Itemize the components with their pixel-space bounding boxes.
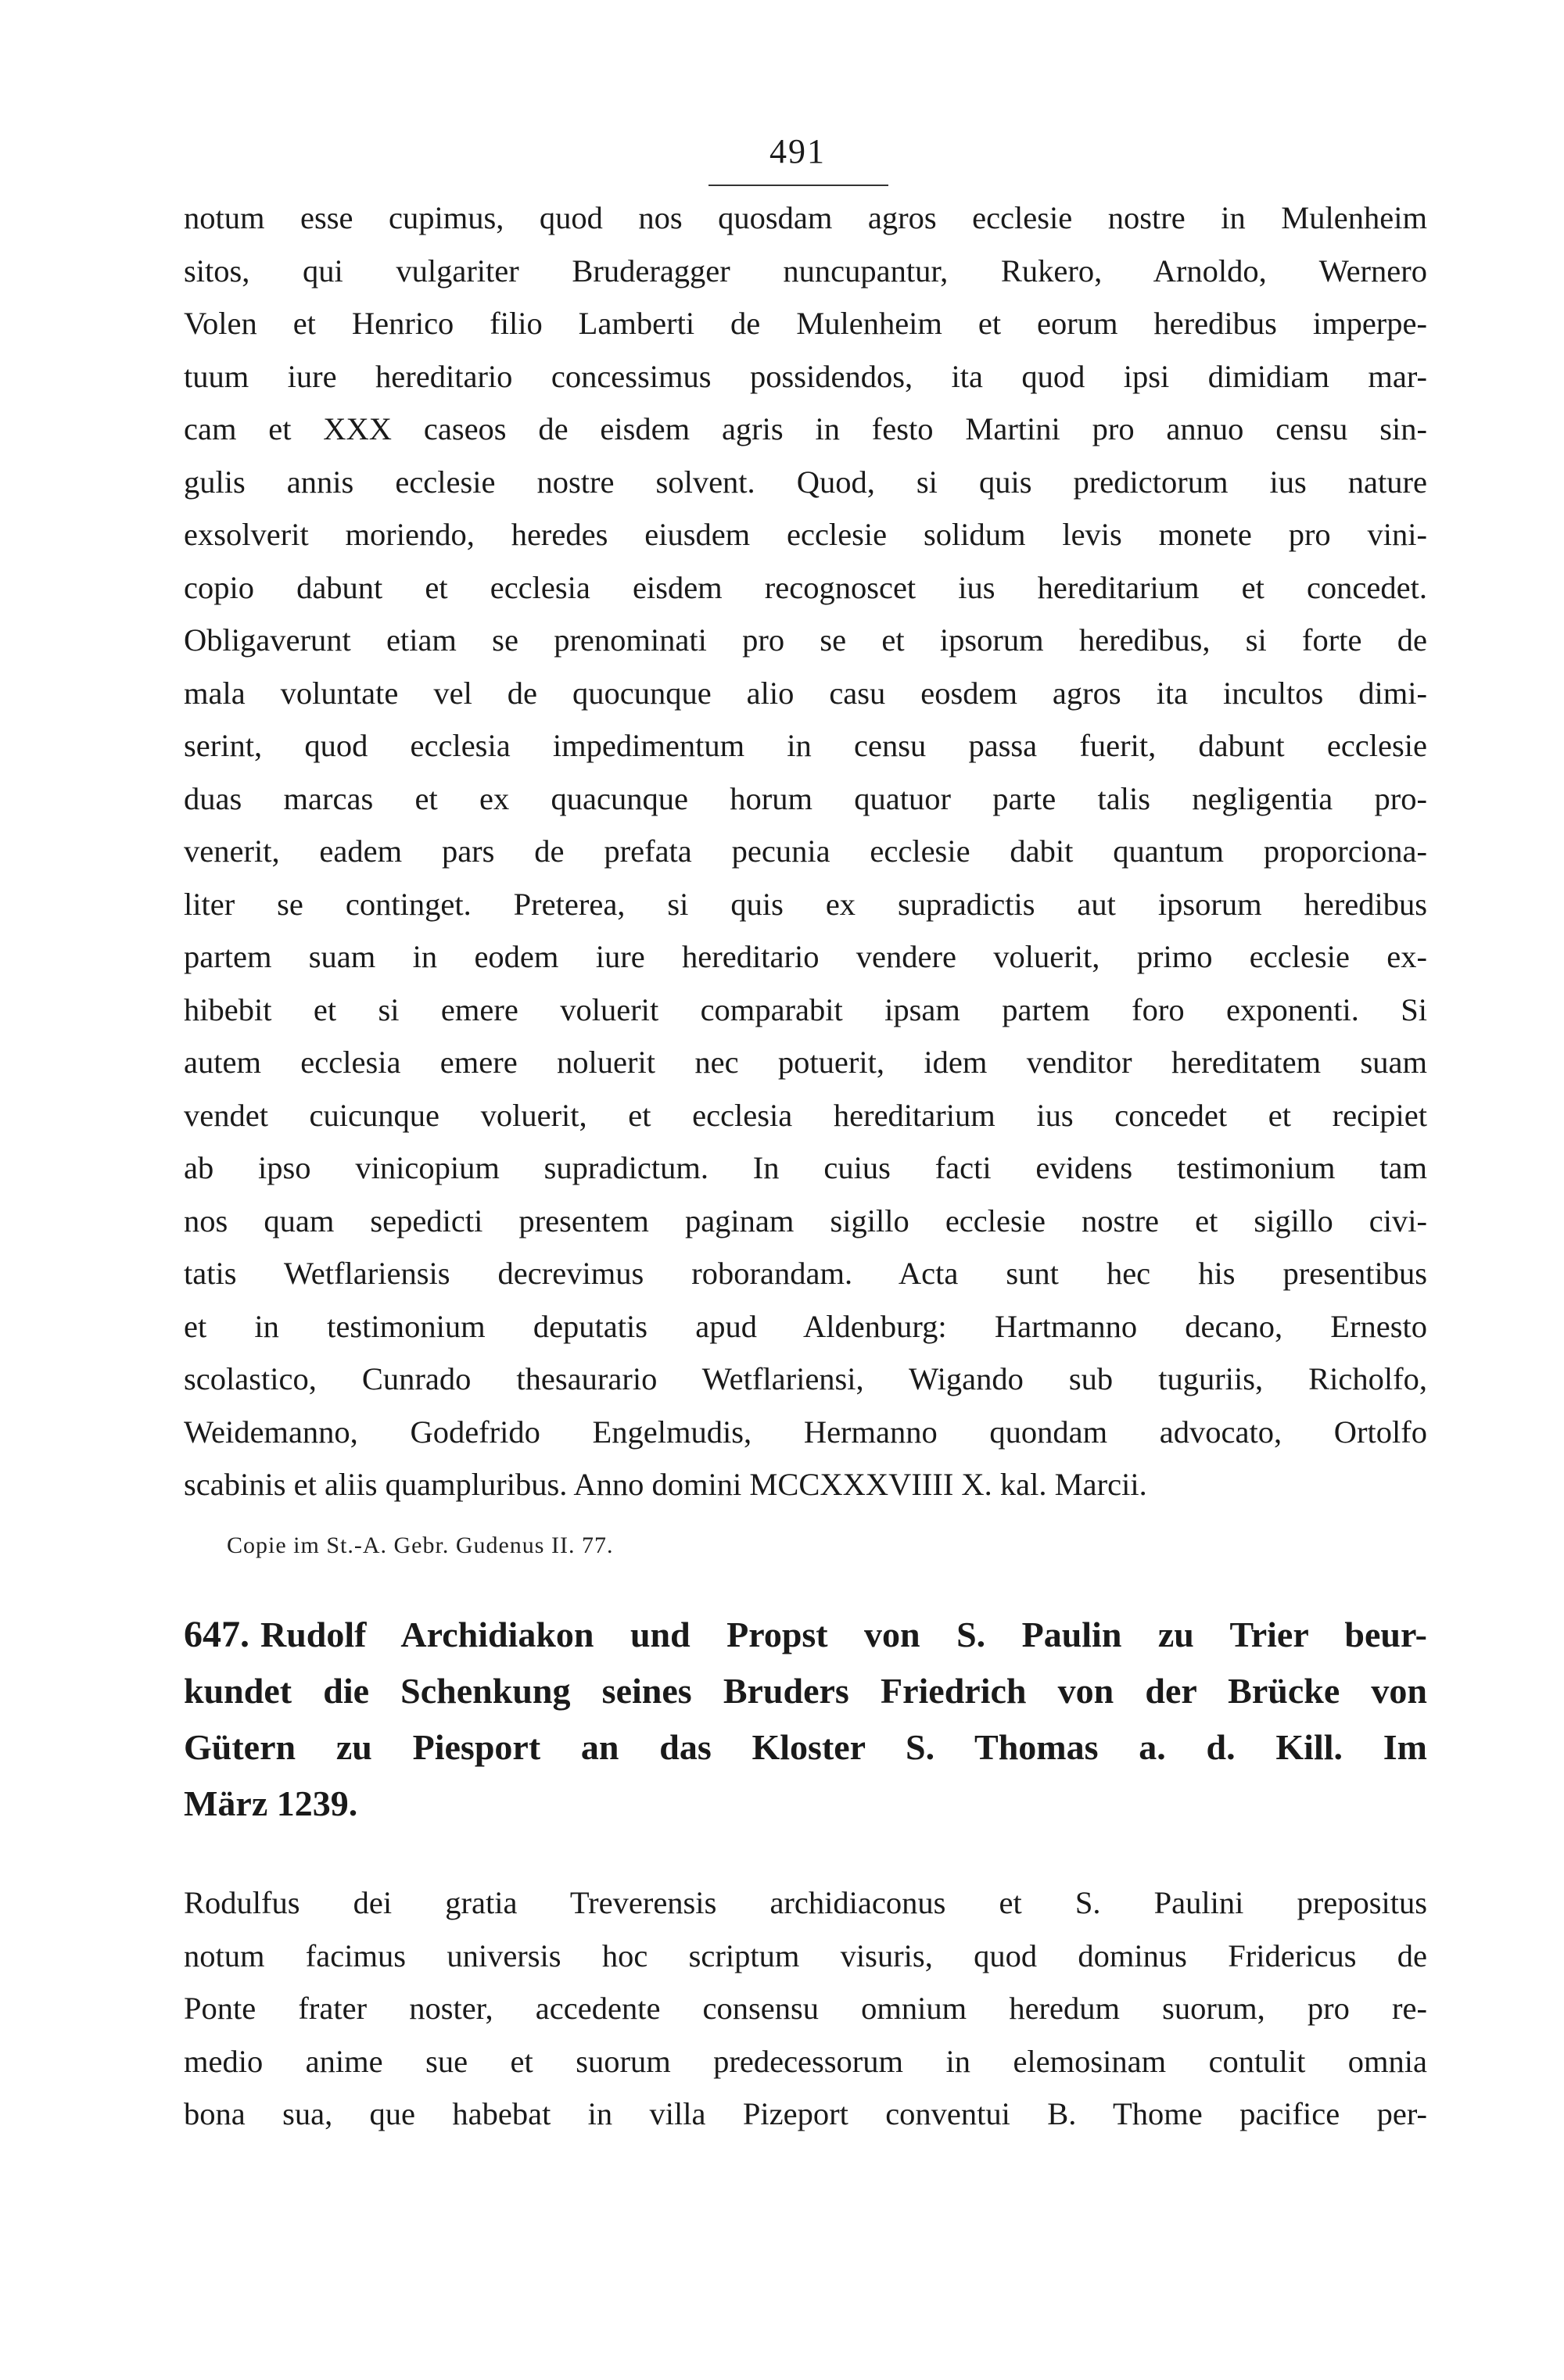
text-line: Weidemanno, Godefrido Engelmudis, Hermanno quondam advocato, Ortolfo [184, 1414, 1427, 1450]
heading-line: Gütern zu Piesport an das Kloster S. Thomas a. d. Kill. Im [184, 1727, 1427, 1767]
text-line: liter se continget. Preterea, si quis ex supradictis aut ipsorum heredibus [184, 886, 1427, 922]
text-line: scolastico, Cunrado thesaurario Wetflariensi, Wigando sub tuguriis, Richolfo, [184, 1361, 1427, 1396]
text-line: cam et XXX caseos de eisdem agris in festo Martini pro annuo censu sin- [184, 411, 1427, 446]
text-line: Obligaverunt etiam se prenominati pro se et ipsorum heredibus, si forte de [184, 622, 1427, 658]
text-line: copio dabunt et ecclesia eisdem recognoscet ius hereditarium et concedet. [184, 569, 1427, 605]
document-body [184, 1876, 1427, 2141]
text-line: ab ipso vinicopium supradictum. In cuius facti evidens testimonium tam [184, 1150, 1427, 1185]
page-number-rule [708, 185, 888, 186]
text-line: gulis annis ecclesie nostre solvent. Quod, si quis predictorum ius nature [184, 464, 1427, 500]
heading-line: März 1239. [184, 1783, 358, 1823]
text-line: scabinis et aliis quampluribus. Anno domini MCCXXXVIIII X. kal. Marcii. [184, 1467, 1147, 1502]
text-line: venerit, eadem pars de prefata pecunia ecclesie dabit quantum proporciona- [184, 833, 1427, 869]
text-line: bona sua, que habebat in villa Pizeport conventui B. Thome pacifice per- [184, 2096, 1427, 2131]
text-line: notum esse cupimus, quod nos quosdam agros ecclesie nostre in Mulenheim [184, 200, 1427, 235]
text-line: vendet cuicunque voluerit, et ecclesia hereditarium ius concedet et recipiet [184, 1097, 1427, 1133]
heading-line: kundet die Schenkung seines Bruders Friedrich von der Brücke von [184, 1671, 1427, 1711]
text-line: Ponte frater noster, accedente consensu omnium heredum suorum, pro re- [184, 1991, 1427, 2026]
page-number: 491 [769, 132, 826, 170]
source-note: Copie im St.-A. Gebr. Gudenus II. 77. [227, 1532, 614, 1558]
text-line: autem ecclesia emere noluerit nec potuerit, idem venditor hereditatem suam [184, 1045, 1427, 1080]
document-number: 647. [184, 1614, 249, 1655]
text-line: notum facimus universis hoc scriptum visuris, quod dominus Fridericus de [184, 1937, 1427, 1973]
text-line: medio anime sue et suorum predecessorum in elemosinam contulit omnia [184, 2043, 1427, 2079]
text-line: tatis Wetflariensis decrevimus roborandam. Acta sunt hec his presentibus [184, 1256, 1427, 1291]
document-heading [184, 1607, 1427, 1832]
paragraph-continuation [184, 192, 1427, 1511]
text-line: tuum iure hereditario concessimus possidendos, ita quod ipsi dimidiam mar- [184, 358, 1427, 394]
text-line: partem suam in eodem iure hereditario vendere voluerit, primo ecclesie ex- [184, 939, 1427, 974]
text-line: hibebit et si emere voluerit comparabit ipsam partem foro exponenti. Si [184, 991, 1427, 1027]
text-line: et in testimonium deputatis apud Aldenburg: Hartmanno decano, Ernesto [184, 1308, 1427, 1344]
text-line: mala voluntate vel de quocunque alio casu eosdem agros ita incultos dimi- [184, 675, 1427, 711]
text-line: nos quam sepedicti presentem paginam sigillo ecclesie nostre et sigillo civi- [184, 1203, 1427, 1238]
text-line: exsolverit moriendo, heredes eiusdem ecclesie solidum levis monete pro vini- [184, 517, 1427, 552]
heading-line [184, 1607, 1427, 1663]
text-line: Rodulfus dei gratia Treverensis archidiaconus et S. Paulini prepositus [184, 1885, 1427, 1920]
heading-text: Rudolf Archidiakon und Propst von S. Paulin zu Trier beur- [260, 1615, 1427, 1654]
text-line: sitos, qui vulgariter Bruderagger nuncupantur, Rukero, Arnoldo, Wernero [184, 253, 1427, 289]
text-line: serint, quod ecclesia impedimentum in censu passa fuerit, dabunt ecclesie [184, 728, 1427, 763]
text-line: duas marcas et ex quacunque horum quatuor parte talis negligentia pro- [184, 780, 1427, 816]
text-line: Volen et Henrico filio Lamberti de Mulenheim et eorum heredibus imperpe- [184, 306, 1427, 341]
